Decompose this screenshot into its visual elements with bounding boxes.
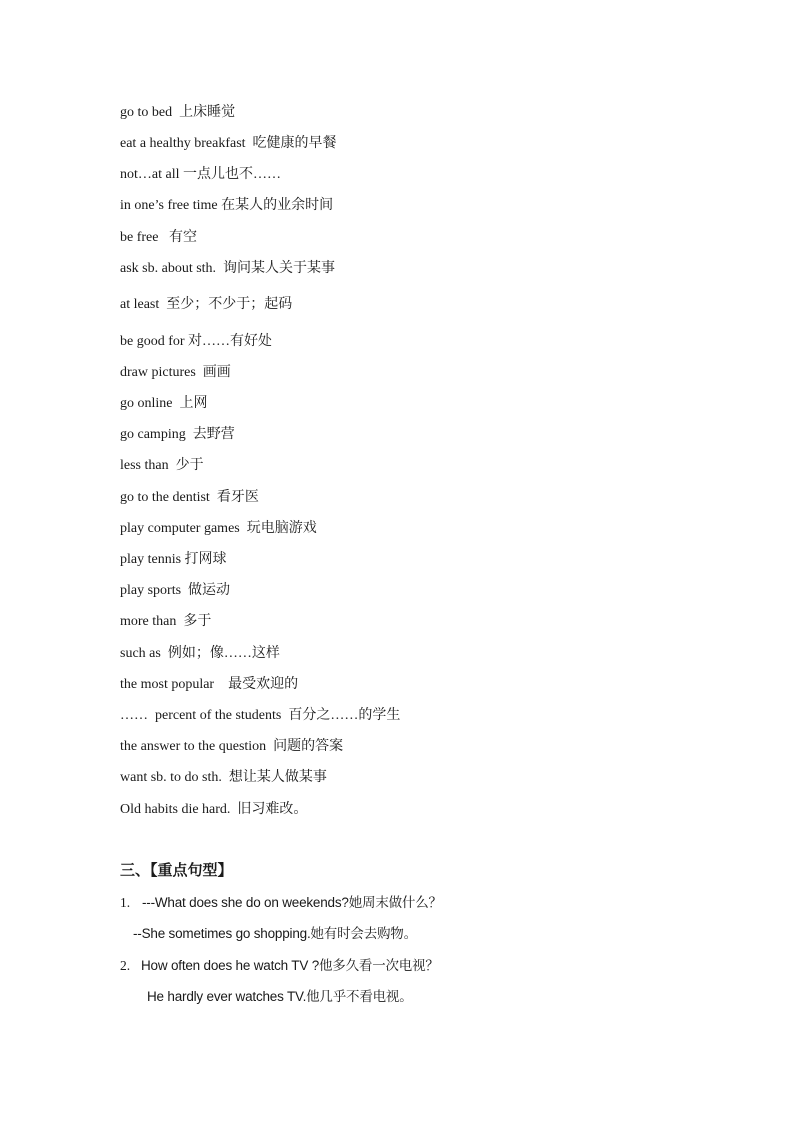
phrase-line: at least 至少；不少于；起码 [120, 297, 293, 312]
phrase-line: less than 少于 [120, 458, 204, 473]
phrase-line: go camping 去野营 [120, 427, 235, 442]
phrase-line: go to bed 上床睡觉 [120, 105, 236, 120]
phrase-line: more than 多于 [120, 614, 212, 629]
section-title: 三、【重点句型】 [120, 863, 233, 879]
phrase-line: in one’s free time 在某人的业余时间 [120, 198, 334, 213]
phrase-line: the answer to the question 问题的答案 [120, 739, 344, 754]
phrase-line: the most popular 最受欢迎的 [120, 677, 299, 692]
phrase-line: such as 例如；像……这样 [120, 646, 280, 661]
phrase-line: go to the dentist 看牙医 [120, 490, 259, 505]
phrase-line: be good for 对……有好处 [120, 334, 273, 349]
phrase-line: go online 上网 [120, 396, 208, 411]
sentence-number: 1. [120, 895, 131, 910]
phrase-line: play computer games 玩电脑游戏 [120, 521, 317, 536]
sentence-number: 2. [120, 958, 131, 973]
phrase-line: not…at all 一点儿也不…… [120, 167, 281, 182]
phrase-line: draw pictures 画画 [120, 365, 231, 380]
phrase-line: …… percent of the students 百分之……的学生 [120, 708, 401, 723]
phrase-line: Old habits die hard. 旧习难改。 [120, 802, 308, 817]
sentence-question: How often does he watch TV ?他多久看一次电视？ [141, 958, 439, 973]
sentence-answer: He hardly ever watches TV.他几乎不看电视。 [147, 989, 413, 1004]
phrase-line: play sports 做运动 [120, 583, 231, 598]
phrase-line: ask sb. about sth. 询问某人关于某事 [120, 261, 336, 276]
phrase-line: eat a healthy breakfast 吃健康的早餐 [120, 136, 337, 151]
phrase-line: play tennis 打网球 [120, 552, 227, 567]
sentence-answer: --She sometimes go shopping.她有时会去购物。 [133, 926, 417, 941]
phrase-line: want sb. to do sth. 想让某人做某事 [120, 770, 327, 785]
phrase-line: be free 有空 [120, 230, 197, 245]
sentence-question: ---What does she do on weekends?她周末做什么？ [142, 895, 442, 910]
